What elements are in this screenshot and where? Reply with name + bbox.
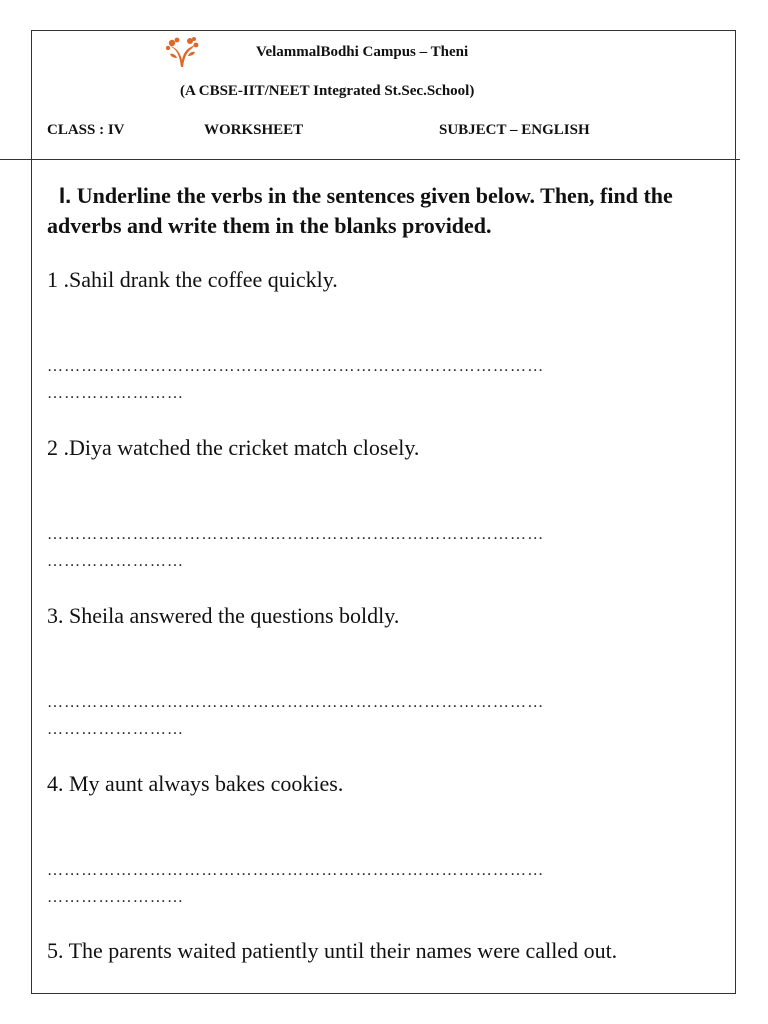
answer-blank-4-cont[interactable]: …………………… [47,889,185,906]
subject-label: SUBJECT – ENGLISH [439,122,590,138]
question-4: 4. My aunt always bakes cookies. [47,771,344,796]
answer-blank-3-cont[interactable]: …………………… [47,721,185,738]
header-divider [0,159,740,160]
school-subtitle: (A CBSE-IIT/NEET Integrated St.Sec.School) [180,83,475,99]
answer-blank-2[interactable]: …………………………………………………………………………… [47,526,545,543]
answer-blank-3[interactable]: …………………………………………………………………………… [47,694,545,711]
question-2: 2 .Diya watched the cricket match closely. [47,435,420,460]
answer-blank-2-cont[interactable]: …………………… [47,553,185,570]
class-label: CLASS : IV [47,122,125,138]
answer-blank-1[interactable]: …………………………………………………………………………… [47,358,545,375]
worksheet-label: WORKSHEET [204,122,304,138]
tree-logo-icon [164,36,202,68]
question-3: 3. Sheila answered the questions boldly. [47,603,400,628]
answer-blank-4[interactable]: …………………………………………………………………………… [47,862,545,879]
question-5: 5. The parents waited patiently until their names were called out. [47,938,618,963]
instruction [47,181,727,241]
worksheet-frame [31,30,736,994]
answer-blank-1-cont[interactable]: …………………… [47,385,185,402]
instruction-number: I. [59,183,72,208]
instruction-text: Underline the verbs in the sentences given below. Then, find the adverbs and write them in the blanks provided. [47,183,673,238]
school-name: VelammalBodhi Campus – Theni [256,44,469,60]
question-1: 1 .Sahil drank the coffee quickly. [47,267,338,292]
